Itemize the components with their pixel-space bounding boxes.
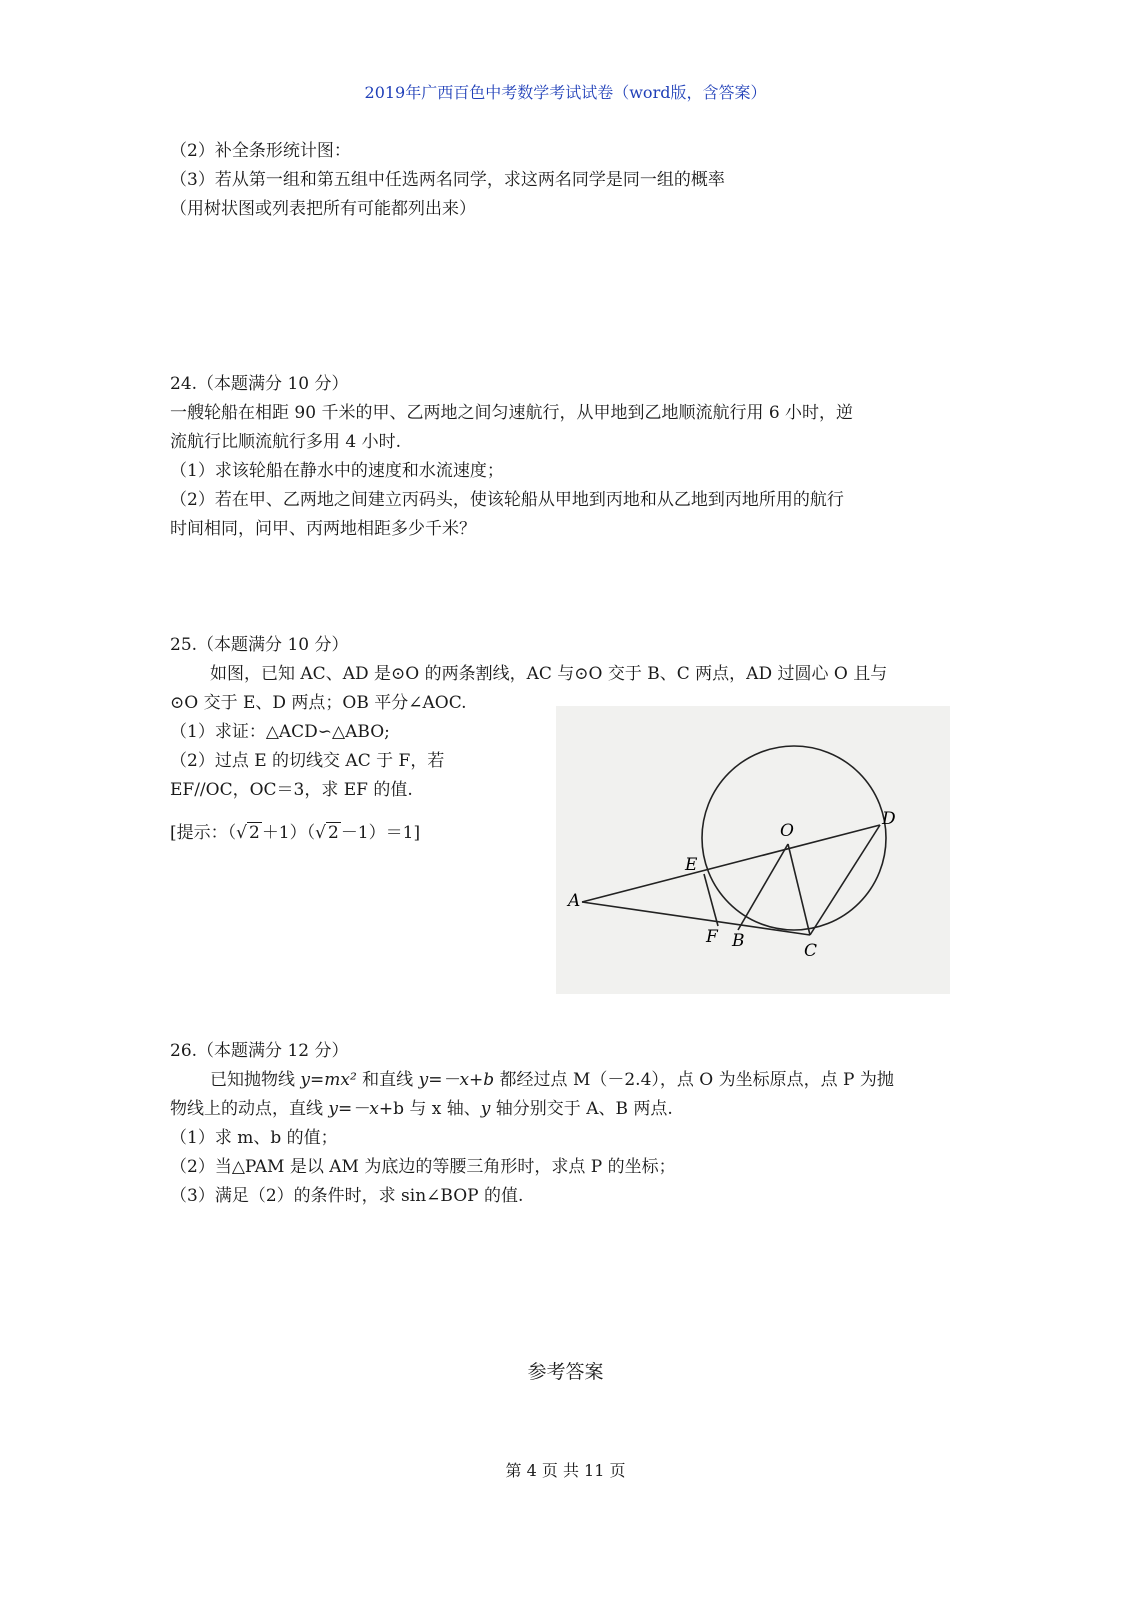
q23-part-2: （2）补全条形统计图： [170,141,351,161]
hint-prefix: [提示：（ [170,823,237,843]
label-e: E [685,855,698,875]
document-header: 2019年广西百色中考数学考试试卷（word版，含答案） [364,83,767,102]
sqrt-2-first: √ 2 [236,823,260,843]
page-footer: 第 4 页 共 11 页 [505,1461,626,1480]
label-a: A [568,891,581,911]
geometry-figure [556,706,950,994]
q25-line-2: ⊙O 交于 E、D 两点；OB 平分∠AOC. [170,693,467,713]
q25-part-2-cont: EF//OC，OC＝3，求 EF 的值. [170,780,413,800]
q23-part-3: （3）若从第一组和第五组中任选两名同学，求这两名同学是同一组的概率 [170,170,725,190]
parabola-equation: y=mx² [300,1070,357,1090]
q24-title: 24.（本题满分 10 分） [170,374,349,394]
q25-title: 25.（本题满分 10 分） [170,635,349,655]
label-o: O [780,821,794,841]
q24-part-1: （1）求该轮船在静水中的速度和水流速度； [170,461,504,481]
q26-line-2: 物线上的动点，直线 y=－x+b 与 x 轴、y 轴分别交于 A、B 两点. [170,1099,673,1119]
q24-part-2-cont: 时间相同，问甲、丙两地相距多少千米？ [170,519,476,539]
answers-title: 参考答案 [527,1361,604,1383]
q24-line-2: 流航行比顺流航行多用 4 小时. [170,432,402,452]
q26-part-1: （1）求 m、b 的值； [170,1128,338,1148]
hint-mid: ＋1）（ [261,823,316,843]
hint-suffix: －1）＝1] [340,823,421,843]
q24-line-1: 一艘轮船在相距 90 千米的甲、乙两地之间匀速航行，从甲地到乙地顺流航行用 6 小时，逆 [170,403,854,423]
sqrt-2-second: √ 2 [315,823,339,843]
q26-part-2: （2）当△PAM 是以 AM 为底边的等腰三角形时，求点 P 的坐标； [170,1157,676,1177]
q25-hint [170,822,420,844]
q23-part-3-note: （用树状图或列表把所有可能都列出来） [170,199,476,219]
q26-title: 26.（本题满分 12 分） [170,1041,349,1061]
q25-line-1: 如图，已知 AC、AD 是⊙O 的两条割线，AC 与⊙O 交于 B、C 两点，AD 过圆心 O 且与 [210,664,888,684]
line-equation: y=－x+b [418,1070,495,1090]
label-d: D [882,809,896,829]
label-c: C [804,941,818,961]
q25-part-1: （1）求证：△ACD∽△ABO; [170,722,390,742]
q26-line-1: 已知抛物线 y=mx² 和直线 y=－x+b 都经过点 M（－2.4），点 O 为坐标原点，点 P 为抛 [210,1070,894,1090]
q24-part-2: （2）若在甲、乙两地之间建立丙码头，使该轮船从甲地到丙地和从乙地到丙地所用的航行 [170,490,844,510]
q26-part-3: （3）满足（2）的条件时，求 sin∠BOP 的值. [170,1186,524,1206]
label-b: B [732,931,745,951]
label-f: F [706,927,718,947]
q25-part-2: （2）过点 E 的切线交 AC 于 F，若 [170,751,445,771]
figure-background [556,706,950,994]
